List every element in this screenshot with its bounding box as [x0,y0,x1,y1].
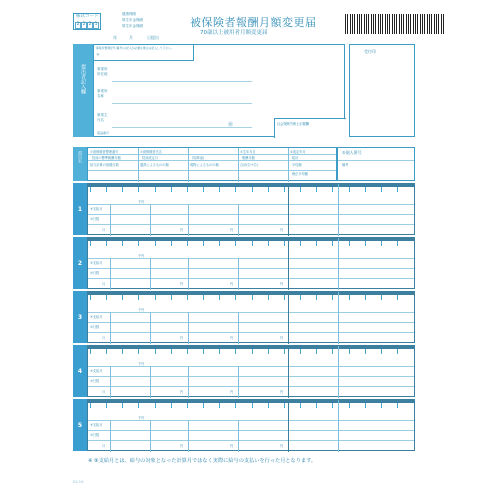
entry-body[interactable] [87,183,415,235]
header-r2-1: 従前の標準報酬月額 [92,156,121,160]
header-r2-5: 総計 [292,156,299,160]
unit-label: 円 [230,336,234,340]
entry-section [73,183,415,235]
header-remarks: 備考 [342,163,349,167]
row-label-month: ⑨支給月 [90,261,103,265]
header-r2-6: 平均額 [292,163,302,167]
header-r3-4: 合計(⑪+⑫) [240,163,258,167]
unit-label: 千円 [138,200,145,204]
date-day-label: 日提出 [147,35,159,40]
owner-name-input[interactable] [112,107,252,128]
unit-label: 円 [280,390,284,394]
submitter-block [73,44,345,137]
entry-section [73,237,415,289]
unit-label: 円 [180,336,184,340]
unit-label: 円 [280,336,284,340]
unit-label: 円 [230,390,234,394]
unit-label: 円 [180,228,184,232]
sharoushi-label: 社会保険労務士記載欄 [277,122,309,126]
unit-label: 千円 [138,362,145,366]
header-item-2: ②被保険者氏名 [140,150,162,154]
form-code-label: 様式コード [76,14,99,19]
row-label-days: ⑩日数 [90,271,100,275]
entry-body[interactable] [87,399,415,451]
insurance-type-line: 厚生年金保険 [122,23,143,28]
insurance-types [122,13,143,29]
entry-section [73,399,415,451]
header-item-5: ⑤個人番号 [342,150,362,155]
footnote: ※ ⑨支給月とは、給与の対象となった計算月ではなく実際に給与の支払いを行った月となります。 [88,458,317,464]
header-r3-2: 通貨によるものの額 [140,163,169,167]
field-owner-label: 事業主氏名 [97,113,108,122]
header-side-text: 項目名 [78,151,83,163]
entry-number: 4 [73,345,87,397]
month-label: 月 [102,228,106,232]
unit-label: 円 [230,444,234,448]
unit-label: 円 [180,444,184,448]
header-right [337,147,415,181]
unit-label: 千円 [138,416,145,420]
sharoushi-box[interactable] [274,118,346,138]
date-month-label: 月 [129,35,133,40]
address-input[interactable] [112,63,252,82]
unit-label: 円 [180,390,184,394]
unit-label: 円 [280,228,284,232]
entry-section [73,345,415,397]
date-line [73,36,253,42]
received-stamp-box [349,44,415,137]
submitter-form [93,44,345,137]
seal-mark: ㊞ [228,122,234,128]
document-code: EX-1H [73,480,84,484]
row-label-days: ⑩日数 [90,325,100,329]
submitter-section-text: 提出者記入欄 [80,64,86,94]
postal-mark: 〒 [96,52,100,57]
row-label-month: ⑨支給月 [90,369,103,373]
insurance-type-line: 健康保険 [122,12,136,16]
entry-number: 2 [73,237,87,289]
unit-label: 円 [280,282,284,286]
row-label-month: ⑨支給月 [90,207,103,211]
header-r2-7: 修正平均額 [292,172,308,176]
office-name-input[interactable] [112,85,252,104]
entry-section [73,291,415,343]
form-code-digit: 1 [94,22,98,27]
row-label-days: ⑩日数 [90,433,100,437]
submitter-note: 事業所整理記号(番号)の記入が必要な場合は記入して下さい。 [96,46,174,50]
row-label-days: ⑩日数 [90,379,100,383]
field-address-label: 事業所所在地 [97,67,108,76]
header-r2-3: 昇(降)給 [192,156,205,160]
header-r3-3: 現物によるものの額 [190,163,219,167]
row-label-days: ⑩日数 [90,217,100,221]
entry-number: 3 [73,291,87,343]
unit-label: 円 [230,228,234,232]
entry-body[interactable] [87,291,415,343]
entry-body[interactable] [87,345,415,397]
entry-body[interactable] [87,237,415,289]
entry-number: 5 [73,399,87,451]
date-year-label: 年 [113,35,117,40]
form-code-digit: 2 [88,22,92,27]
header-body [87,147,337,181]
submitter-top-box[interactable] [94,45,194,61]
field-name-label: 事業所名称 [97,89,108,98]
month-label: 月 [102,282,106,286]
form-subtitle: 70歳以上被用者月額変更届 [200,30,268,36]
header-item-1: ①被保険者整理番号 [90,150,119,154]
unit-label: 千円 [138,254,145,258]
header-row [73,147,415,181]
header-r3-1: 給与計算の基礎日数 [90,163,119,167]
header-item-4: ④改定年月 [290,150,306,154]
insurance-type-line: 厚生年金保険 [122,17,143,22]
row-label-month: ⑨支給月 [90,423,103,427]
field-phone-label: 電話番号 [97,131,110,135]
form-title: 被保険者報酬月額変更届 [190,16,317,29]
form-code-box [73,13,101,30]
month-label: 月 [102,444,106,448]
row-label-month: ⑨支給月 [90,315,103,319]
unit-label: 円 [230,282,234,286]
unit-label: 円 [180,282,184,286]
form-code-digit: 2 [76,22,80,27]
header-r2-4: 報酬月額 [242,156,255,160]
barcode [345,14,445,34]
submitter-section-label [73,44,93,137]
form-code-digit: 2 [82,22,86,27]
month-label: 月 [102,390,106,394]
unit-label: 円 [280,444,284,448]
header-item-3: ③生年月日 [240,150,256,154]
received-label: 受付印 [364,49,376,54]
month-label: 月 [102,336,106,340]
header-side-label [73,147,87,181]
entry-number: 1 [73,183,87,235]
header-r2-2: 従前改定月 [142,156,158,160]
unit-label: 千円 [138,308,145,312]
